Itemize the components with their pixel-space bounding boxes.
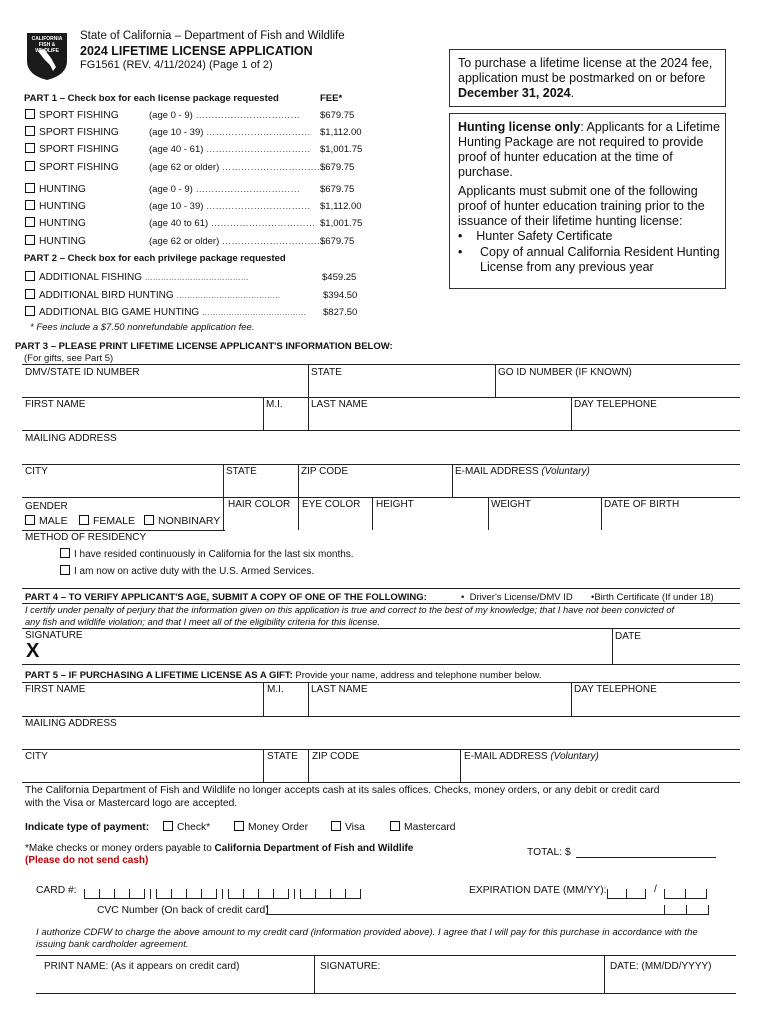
expiration-month-input[interactable]: [607, 885, 646, 903]
package-fee: $679.75: [320, 110, 355, 121]
label-state: STATE: [311, 367, 342, 378]
gift-state-input[interactable]: [265, 762, 307, 781]
package-age: (age 40 - 61) ……………………………: [149, 144, 311, 155]
package-option[interactable]: [25, 126, 119, 138]
label-gender: GENDER: [25, 501, 68, 512]
package-age: (age 0 - 9) ……………………………: [149, 184, 300, 195]
mastercard-checkbox[interactable]: [390, 821, 400, 831]
hunting-info-para1: Hunting license only: Applicants for a Lifetime Hunting Package are not required to provide proof of hunter education at the time of purchase.: [458, 120, 720, 179]
gift-label-mailing: MAILING ADDRESS: [25, 718, 117, 729]
payment-notice-2: with the Visa or Mastercard logo are accepted.: [25, 798, 238, 809]
certification-line-1: I certify under penalty of perjury that the information given on this application is true and correct to the best of my knowledge; that I have not been convicted of: [25, 605, 675, 615]
expiration-label: EXPIRATION DATE (MM/YY):: [469, 885, 607, 896]
label-city-state: STATE: [226, 466, 257, 477]
hunting-bullet-1: • Hunter Safety Certificate: [458, 229, 613, 243]
part2-heading: PART 2 – Check box for each privilege package requested: [24, 253, 286, 264]
package-fee: $1,112.00: [320, 127, 362, 138]
label-day-phone: DAY TELEPHONE: [574, 399, 657, 410]
privilege-option[interactable]: ADDITIONAL FISHING …………………………………: [25, 271, 249, 283]
height-input[interactable]: [374, 510, 487, 529]
package-option[interactable]: [25, 109, 119, 121]
privilege-option[interactable]: ADDITIONAL BIG GAME HUNTING …………………………………: [25, 306, 306, 318]
residency-military-checkbox[interactable]: [60, 565, 70, 575]
gift-mi-input[interactable]: [265, 695, 307, 715]
gift-first-name-input[interactable]: [22, 695, 262, 715]
eye-color-input[interactable]: [300, 510, 371, 529]
first-name-input[interactable]: [22, 410, 262, 429]
privilege-checkbox[interactable]: [25, 271, 35, 281]
gift-label-day-phone: DAY TELEPHONE: [574, 684, 657, 695]
label-residency: METHOD OF RESIDENCY: [25, 532, 147, 543]
privilege-option[interactable]: ADDITIONAL BIRD HUNTING …………………………………: [25, 289, 280, 301]
gender-nonbinary-option[interactable]: NONBINARY: [144, 515, 220, 527]
mi-input[interactable]: [265, 410, 307, 429]
package-name: SPORT FISHING: [39, 110, 119, 121]
money-order-checkbox[interactable]: [234, 821, 244, 831]
package-age: (age 62 or older) ……………………………: [149, 236, 327, 247]
label-eye-color: EYE COLOR: [302, 499, 361, 510]
payment-option-money-order[interactable]: Money Order: [234, 821, 308, 833]
cdfw-logo: [24, 31, 70, 81]
package-age: (age 10 - 39) ……………………………: [149, 127, 311, 138]
label-email: E-MAIL ADDRESS (Voluntary): [455, 466, 590, 477]
card-number-input[interactable]: [84, 885, 361, 903]
gift-city-input[interactable]: [22, 762, 262, 781]
package-option[interactable]: [25, 200, 86, 212]
state-input[interactable]: [310, 378, 493, 396]
part4-heading: PART 4 – TO VERIFY APPLICANT'S AGE, SUBMIT A COPY OF ONE OF THE FOLLOWING:: [25, 592, 427, 603]
gift-last-name-input[interactable]: [310, 695, 570, 715]
check-checkbox[interactable]: [163, 821, 173, 831]
package-checkbox[interactable]: [25, 217, 35, 227]
package-checkbox[interactable]: [25, 161, 35, 171]
payment-option-visa[interactable]: Visa: [331, 821, 365, 833]
label-mailing-address: MAILING ADDRESS: [25, 433, 117, 444]
package-fee: $1,112.00: [320, 201, 362, 212]
package-name: HUNTING: [39, 236, 86, 247]
gender-male-option[interactable]: MALE: [25, 515, 68, 527]
zip-input[interactable]: [300, 477, 451, 496]
form-id: FG1561 (REV. 4/11/2024) (Page 1 of 2): [80, 59, 273, 71]
package-checkbox[interactable]: [25, 200, 35, 210]
expiration-slash: /: [654, 884, 657, 895]
privilege-checkbox[interactable]: [25, 289, 35, 299]
hunting-info-para2: Applicants must submit one of the following proof of hunter education training prior to the issuance of their lifetime hunting license:: [458, 184, 705, 228]
gender-female-option[interactable]: FEMALE: [79, 515, 135, 527]
card-date-input[interactable]: [606, 973, 734, 991]
label-weight: WEIGHT: [491, 499, 531, 510]
hair-color-input[interactable]: [225, 510, 297, 529]
gift-label-email: E-MAIL ADDRESS (Voluntary): [464, 751, 599, 762]
gift-label-state: STATE: [267, 751, 298, 762]
package-fee: $1,001.75: [320, 218, 363, 229]
total-label: TOTAL: $: [527, 847, 571, 858]
gift-mailing-input[interactable]: [22, 730, 738, 748]
male-checkbox[interactable]: [25, 515, 35, 525]
label-go-id: GO ID NUMBER (IF KNOWN): [498, 367, 632, 378]
nonbinary-checkbox[interactable]: [144, 515, 154, 525]
gift-label-last-name: LAST NAME: [311, 684, 368, 695]
payment-option-check[interactable]: Check*: [163, 821, 210, 833]
package-name: HUNTING: [39, 201, 86, 212]
label-dmv-id: DMV/STATE ID NUMBER: [25, 367, 140, 378]
signature-x-mark: X: [26, 640, 40, 662]
expiration-year-input[interactable]: [664, 885, 707, 903]
privilege-name: ADDITIONAL BIG GAME HUNTING: [39, 307, 200, 318]
package-option[interactable]: [25, 235, 86, 247]
dob-input[interactable]: [603, 510, 739, 529]
female-checkbox[interactable]: [79, 515, 89, 525]
residency-6mo-checkbox[interactable]: [60, 548, 70, 558]
city-state-input[interactable]: [225, 477, 297, 496]
hunting-bullet-2: • Copy of annual California Resident Hunting License from any previous year: [458, 245, 720, 274]
package-age: (age 62 or older) ……………………………: [149, 162, 327, 173]
cvc-input[interactable]: [267, 905, 709, 915]
email-input[interactable]: [454, 477, 739, 496]
payable-note: *Make checks or money orders payable to California Department of Fish and Wildlife: [25, 843, 414, 854]
authorize-line-2: issuing bank cardholder agreement.: [36, 939, 189, 950]
label-first-name: FIRST NAME: [25, 399, 86, 410]
package-option[interactable]: [25, 161, 119, 173]
gift-email-input[interactable]: [462, 762, 739, 781]
postmark-notice: To purchase a lifetime license at the 2024 fee, application must be postmarked on or before December 31, 2024.: [458, 56, 713, 100]
fee-footnote: * Fees include a $7.50 nonrefundable application fee.: [30, 322, 255, 333]
day-phone-input[interactable]: [573, 410, 739, 429]
label-height: HEIGHT: [376, 499, 414, 510]
privilege-name: ADDITIONAL BIRD HUNTING: [39, 290, 174, 301]
payment-option-mastercard[interactable]: Mastercard: [390, 821, 456, 833]
gift-label-city: CITY: [25, 751, 48, 762]
package-fee: $679.75: [320, 162, 355, 173]
label-zip: ZIP CODE: [301, 466, 349, 477]
package-fee: $1,001.75: [320, 144, 363, 155]
gift-zip-input[interactable]: [310, 762, 459, 781]
payment-notice-1: The California Department of Fish and Wildlife no longer accepts cash at its sales offices. Checks, money orders, or any debit or credit card: [25, 785, 660, 796]
package-name: SPORT FISHING: [39, 127, 119, 138]
privilege-name: ADDITIONAL FISHING: [39, 272, 142, 283]
gift-label-zip: ZIP CODE: [312, 751, 360, 762]
logo-text: CALIFORNIA FISH & WILDLIFE: [31, 36, 63, 54]
part1-heading: PART 1 – Check box for each license package requested: [24, 93, 279, 104]
package-option[interactable]: [25, 143, 119, 155]
package-checkbox[interactable]: [25, 126, 35, 136]
package-age: (age 10 - 39) ……………………………: [149, 201, 311, 212]
label-print-name: PRINT NAME: (As it appears on credit card): [44, 961, 240, 972]
card-number-label: CARD #:: [36, 885, 77, 896]
package-age: (age 40 to 61) ……………………………: [149, 218, 316, 229]
privilege-checkbox[interactable]: [25, 306, 35, 316]
label-city: CITY: [25, 466, 48, 477]
total-input[interactable]: [576, 846, 716, 858]
label-mi: M.I.: [266, 399, 283, 410]
gift-label-first-name: FIRST NAME: [25, 684, 86, 695]
residency-option-1[interactable]: I have resided continuously in California for the last six months.: [60, 548, 354, 560]
visa-checkbox[interactable]: [331, 821, 341, 831]
card-signature-input[interactable]: [316, 973, 602, 991]
label-last-name: LAST NAME: [311, 399, 368, 410]
go-id-input[interactable]: [497, 378, 739, 396]
applicant-signature-input[interactable]: [50, 643, 610, 663]
certification-line-2: any fish and wildlife violation; and that I meet all of the eligibility criteria for this license.: [25, 617, 381, 627]
part5-heading: PART 5 – IF PURCHASING A LIFETIME LICENSE AS A GIFT: Provide your name, address and telephone number below.: [25, 670, 542, 681]
age-doc-license: • Driver's License/DMV ID: [461, 592, 573, 603]
label-signature: SIGNATURE: [25, 630, 83, 641]
package-fee: $679.75: [320, 236, 355, 247]
fee-heading: FEE*: [320, 93, 343, 104]
form-title: 2024 LIFETIME LICENSE APPLICATION: [80, 44, 313, 58]
hunting-info-box: [449, 113, 726, 289]
dmv-id-input[interactable]: [22, 378, 306, 396]
no-cash-note: (Please do not send cash): [25, 855, 149, 866]
privilege-fee: $394.50: [323, 290, 358, 301]
mailing-address-input[interactable]: [22, 445, 738, 463]
label-card-signature: SIGNATURE:: [320, 961, 381, 972]
authorize-line-1: I authorize CDFW to charge the above amount to my credit card (information provided above). I agree that I will pay for this purchase in accordance with the: [36, 927, 698, 938]
part3-heading: PART 3 – PLEASE PRINT LIFETIME LICENSE APPLICANT'S INFORMATION BELOW:: [15, 341, 393, 352]
privilege-fee: $459.25: [322, 272, 357, 283]
deadline-date: December 31, 2024: [458, 86, 571, 100]
package-name: SPORT FISHING: [39, 144, 119, 155]
postmark-notice-box: [449, 49, 726, 107]
print-name-input[interactable]: [37, 973, 312, 991]
package-checkbox[interactable]: [25, 109, 35, 119]
last-name-input[interactable]: [310, 410, 570, 429]
gift-label-mi: M.I.: [267, 684, 284, 695]
age-doc-birth-cert: •Birth Certificate (If under 18): [591, 592, 714, 603]
privilege-fee: $827.50: [323, 307, 358, 318]
package-checkbox[interactable]: [25, 235, 35, 245]
package-name: SPORT FISHING: [39, 162, 119, 173]
label-hair-color: HAIR COLOR: [228, 499, 291, 510]
package-age: (age 0 - 9) ……………………………: [149, 110, 300, 121]
sign-date-input[interactable]: [614, 643, 739, 663]
package-name: HUNTING: [39, 184, 86, 195]
package-option[interactable]: [25, 183, 86, 195]
payment-type-label: Indicate type of payment:: [25, 822, 150, 833]
package-fee: $679.75: [320, 184, 355, 195]
package-name: HUNTING: [39, 218, 86, 229]
agency-name: State of California – Department of Fish and Wildlife: [80, 30, 345, 42]
gift-note: (For gifts, see Part 5): [24, 353, 114, 364]
package-checkbox[interactable]: [25, 143, 35, 153]
residency-option-2[interactable]: I am now on active duty with the U.S. Armed Services.: [60, 565, 314, 577]
label-sign-date: DATE: [615, 631, 641, 642]
package-option[interactable]: [25, 217, 86, 229]
label-dob: DATE OF BIRTH: [604, 499, 680, 510]
weight-input[interactable]: [490, 510, 600, 529]
cvc-label: CVC Number (On back of credit card): [97, 905, 269, 916]
package-checkbox[interactable]: [25, 183, 35, 193]
city-input[interactable]: [22, 477, 222, 496]
gift-day-phone-input[interactable]: [573, 695, 739, 715]
label-card-date: DATE: (MM/DD/YYYY): [610, 961, 712, 972]
